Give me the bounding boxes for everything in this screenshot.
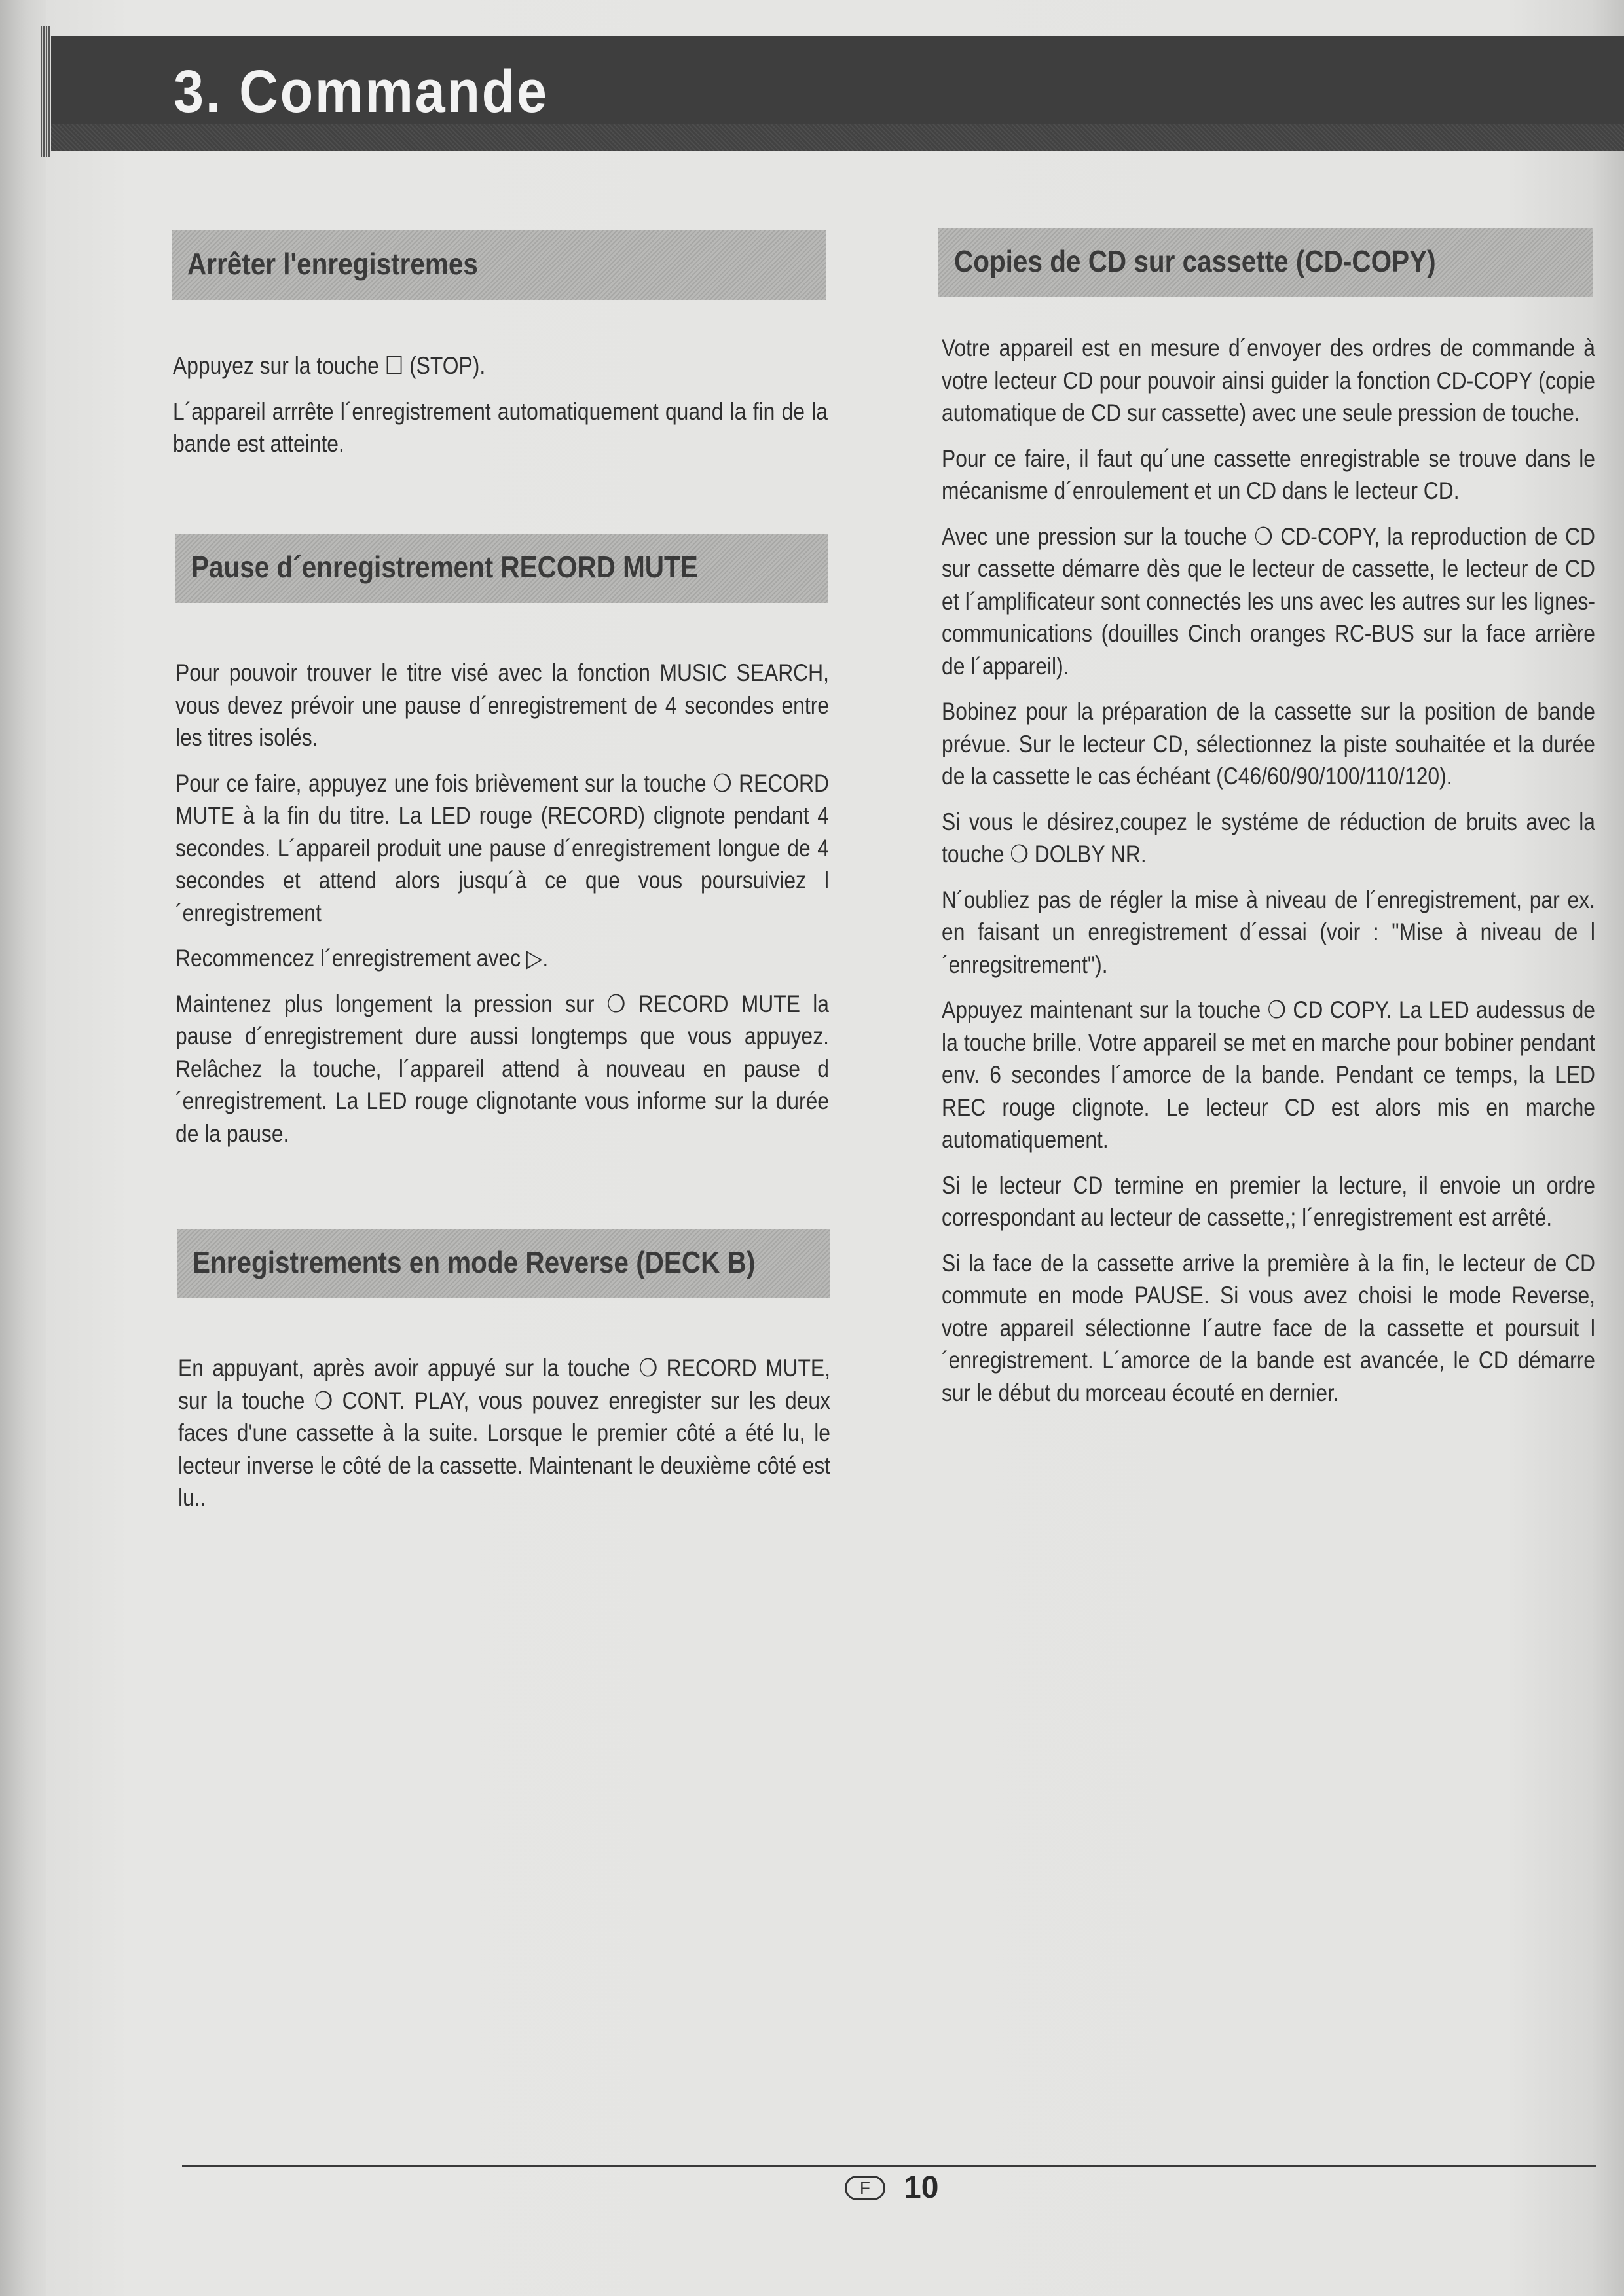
section-heading-text: Pause d´enregistrement RECORD MUTE: [191, 550, 698, 584]
paragraph: Appuyez maintenant sur la touche ❍ CD COPY. La LED audessus de la touche brille. Votre appareil se met en marche pour bobiner pendant env. 6 secondes l´amorce de la bande. Pendant ce temps, la LED REC rouge clignote. Le lecteur CD est alors mis en marche automatiquement.: [942, 996, 1595, 1153]
section-body-stop-recording: [173, 350, 828, 473]
section-heading-reverse-mode: [177, 1229, 830, 1298]
paragraph: Appuyez sur la touche ☐ (STOP).: [173, 352, 486, 379]
paragraph: Si le lecteur CD termine en premier la lecture, il envoie un ordre correspondant au lecteur de cassette,; l´enregistrement est arrêté.: [942, 1171, 1595, 1231]
paragraph: Pour pouvoir trouver le titre visé avec la fonction MUSIC SEARCH, vous devez prévoir une pause d´enregistrement de 4 secondes entre les titres isolés.: [175, 659, 829, 751]
section-heading-cd-copy: [938, 228, 1593, 297]
paragraph: Votre appareil est en mesure d´envoyer des ordres de commande à votre lecteur CD pour pouvoir ainsi guider la fonction CD-COPY (copie automatique de CD sur cassette) avec une seule pression de touche.: [942, 335, 1595, 426]
section-body-reverse-mode: [178, 1352, 830, 1527]
paragraph: Pour ce faire, appuyez une fois brièvement sur la touche ❍ RECORD MUTE à la fin du titre. La LED rouge (RECORD) clignote pendant 4 secondes. L´appareil produit une pause d´enregistrement longue de 4 secondes et attend alors jusqu´à ce que vous poursuiviez l´enregistrement: [175, 769, 829, 926]
paragraph: N´oubliez pas de régler la mise à niveau de l´enregistrement, par ex. en faisant un enregistrement d´essai (voir : "Mise à niveau de l´enregsitrement").: [942, 886, 1595, 978]
section-heading-text: Copies de CD sur cassette (CD-COPY): [954, 244, 1436, 278]
section-heading-record-mute: [175, 534, 828, 603]
paragraph: Bobinez pour la préparation de la cassette sur la position de bande prévue. Sur le lecteur CD, sélectionnez la piste souhaitée et la durée de la cassette le cas échéant (C46/60/90/100/110/120).: [942, 698, 1595, 790]
section-body-cd-copy: [942, 332, 1595, 1422]
page-number: 10: [904, 2170, 939, 2205]
footer-rule: [182, 2165, 1596, 2167]
paragraph: Si vous le désirez,coupez le systéme de réduction de bruits avec la touche ❍ DOLBY NR.: [942, 808, 1595, 867]
language-badge: F: [845, 2176, 885, 2200]
binding-marks: [41, 26, 50, 157]
paragraph: Avec une pression sur la touche ❍ CD-COPY, la reproduction de CD sur cassette démarre dès que le lecteur de cassette, le lecteur de CD et l´amplificateur sont connectés les uns avec les autres sur les lignes-communications (douilles Cinch oranges RC-BUS sur la face arrière de l´appareil).: [942, 522, 1595, 680]
paragraph: En appuyant, après avoir appuyé sur la touche ❍ RECORD MUTE, sur la touche ❍ CONT. PLAY, vous pouvez enregister sur les deux faces d'une cassette à la suite. Lorsque le premier côté a été lu, le lecteur inverse le côté de la cassette. Maintenant le deuxième côté est lu..: [178, 1355, 830, 1511]
section-heading-stop-recording: [172, 230, 826, 300]
section-heading-text: Enregistrements en mode Reverse (DECK B): [193, 1245, 756, 1279]
page-title: 3. Commande: [174, 58, 549, 125]
paragraph: Pour ce faire, il faut qu´une cassette enregistrable se trouve dans le mécanisme d´enroulement et un CD dans le lecteur CD.: [942, 445, 1595, 504]
paragraph: L´appareil arrrête l´enregistrement automatiquement quand la fin de la bande est atteinte.: [173, 397, 828, 457]
paragraph: Maintenez plus longement la pression sur ❍ RECORD MUTE la pause d´enregistrement dure aussi longtemps que vous appuyez. Relâchez la touche, l´appareil attend à nouveau en pause d´enregistrement. La LED rouge clignotante vous informe sur la durée de la pause.: [175, 990, 829, 1147]
section-heading-text: Arrêter l'enregistremes: [187, 247, 478, 281]
binding-edge: [0, 0, 46, 2296]
section-body-record-mute: [175, 657, 829, 1163]
paragraph: Si la face de la cassette arrive la première à la fin, le lecteur de CD commute en mode PAUSE. Si vous avez choisi le mode Reverse, votre appareil sélectionne l´autre face de la cassette et poursuit l´enregistrement. L´amorce de la bande est avancée, le CD démarre sur le début du morceau écouté en dernier.: [942, 1249, 1595, 1406]
paragraph: Recommencez l´enregistrement avec ▷.: [175, 945, 549, 972]
